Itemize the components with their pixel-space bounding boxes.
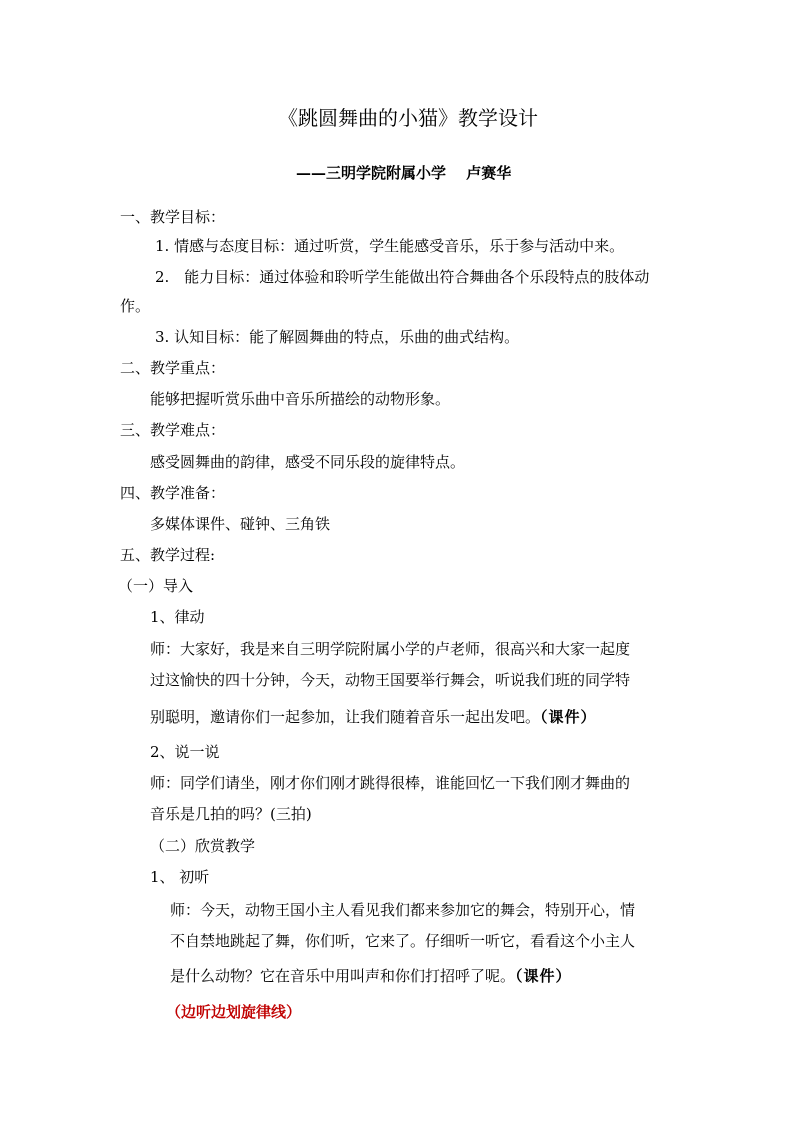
- part-heading-intro: （一）导入: [118, 577, 194, 595]
- goal-item-2-cont: 作。: [120, 297, 151, 315]
- part-heading-appreciation: （二）欣赏教学: [150, 837, 256, 855]
- section-heading-preparation: 四、教学准备：: [120, 484, 226, 502]
- teacher-line: 师：同学们请坐，刚才你们刚才跳得很棒，谁能回忆一下我们刚才舞曲的: [150, 774, 631, 792]
- teacher-line: 不自禁地跳起了舞，你们听，它来了。仔细听一听它，看看这个小主人: [170, 932, 636, 950]
- goal-item-2: 2. 能力目标：通过体验和聆听学生能做出符合舞曲各个乐段特点的肢体动: [155, 268, 650, 286]
- teacher-line-text: 别聪明，邀请你们一起参加，让我们随着音乐一起出发吧。: [150, 708, 541, 726]
- goal-item-3: 3. 认知目标：能了解圆舞曲的特点，乐曲的曲式结构。: [155, 328, 520, 346]
- teacher-line: [170, 966, 572, 986]
- listening-instruction: （边听边划旋律线）: [166, 1003, 302, 1021]
- courseware-note: （课件）: [540, 708, 597, 726]
- key-points-text: 能够把握听赏乐曲中音乐所描绘的动物形象。: [150, 390, 451, 408]
- section-heading-difficulties: 三、教学难点：: [120, 421, 226, 439]
- document-title: 《跳圆舞曲的小猫》教学设计: [278, 106, 538, 130]
- document-author: ——三明学院附属小学 卢赛华: [296, 164, 512, 182]
- teacher-line: [150, 707, 597, 727]
- preparation-text: 多媒体课件、碰钟、三角铁: [150, 515, 331, 533]
- teacher-line: 过这愉快的四十分钟，今天，动物王国要举行舞会，听说我们班的同学特: [150, 671, 631, 689]
- section-heading-key-points: 二、教学重点：: [120, 359, 226, 377]
- section-heading-goals: 一、教学目标：: [120, 208, 226, 226]
- step-heading-discuss: 2、说一说: [150, 743, 220, 761]
- teacher-line: 师：今天，动物王国小主人看见我们都来参加它的舞会，特别开心，情: [170, 901, 636, 919]
- section-heading-process: 五、教学过程:: [120, 546, 216, 564]
- step-heading-rhythm: 1、律动: [150, 608, 205, 626]
- teacher-line-text: 是什么动物？它在音乐中用叫声和你们打招呼了呢。: [170, 967, 516, 985]
- teacher-line: 师：大家好，我是来自三明学院附属小学的卢老师，很高兴和大家一起度: [150, 640, 631, 658]
- difficulties-text: 感受圆舞曲的韵律，感受不同乐段的旋律特点。: [150, 453, 466, 471]
- teacher-line: 音乐是几拍的吗？(三拍): [150, 805, 312, 823]
- step-heading-first-listen: 1、 初听: [150, 868, 210, 886]
- goal-item-1: 1. 情感与态度目标：通过听赏，学生能感受音乐，乐于参与活动中来。: [155, 237, 625, 255]
- courseware-note: （课件）: [515, 967, 572, 985]
